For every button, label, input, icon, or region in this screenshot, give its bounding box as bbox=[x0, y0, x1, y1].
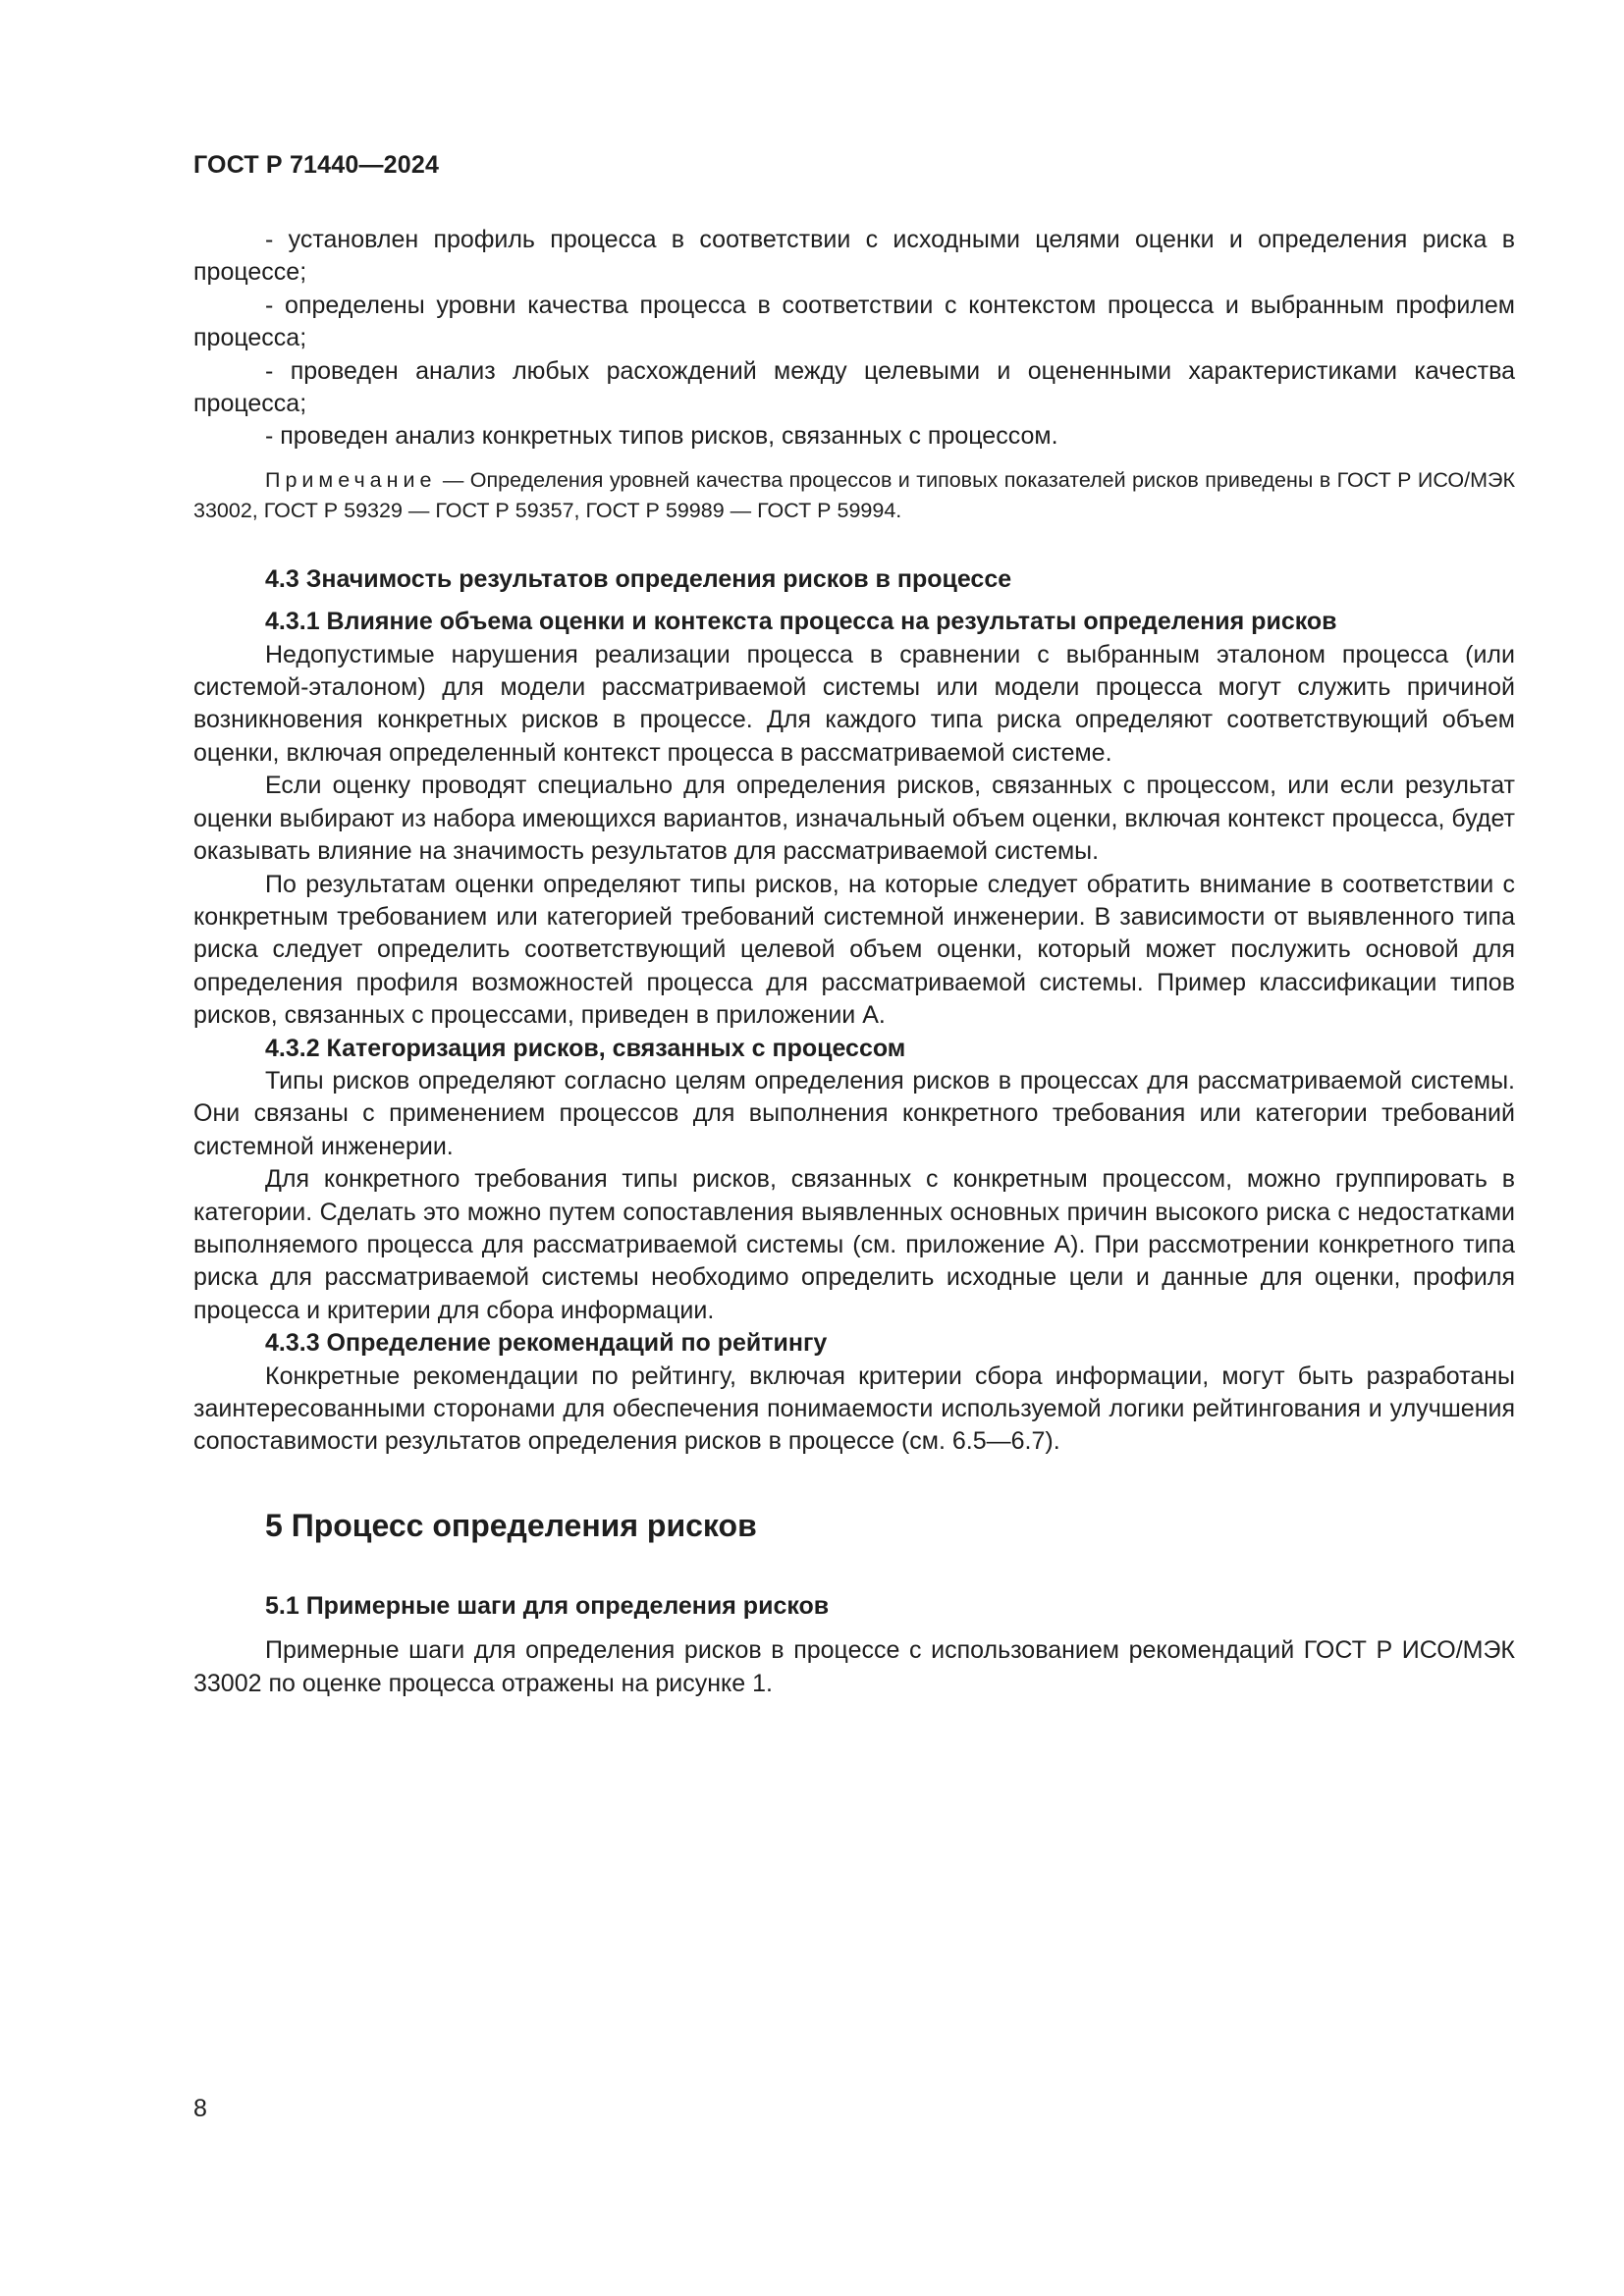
body-paragraph: По результатам оценки определяют типы рисков, на которые следует обратить внимание в соответствии с конкретным требованием или категорией требований системной инженерии. В зависимости от выявленного типа риска следует определить соответствующий целевой объем оценки, который может послужить основой для определения профиля возможностей процесса для рассматриваемой системы. Пример классификации типов рисков, связанных с процессами, приведен в приложении А. bbox=[193, 870, 1515, 1030]
document-body bbox=[193, 224, 1515, 1700]
note-label: Примечание bbox=[265, 467, 437, 492]
subsection-heading-4-3-2: 4.3.2 Категоризация рисков, связанных с процессом bbox=[265, 1034, 906, 1062]
body-paragraph: Конкретные рекомендации по рейтингу, включая критерии сбора информации, могут быть разработаны заинтересованными сторонами для обеспечения понимаемости используемой логики рейтингования и улучшения сопоставимости результатов определения рисков в процессе (см. 6.5—6.7). bbox=[193, 1362, 1515, 1456]
subsection-heading-4-3-3: 4.3.3 Определение рекомендаций по рейтингу bbox=[265, 1329, 828, 1358]
document-header-title: ГОСТ Р 71440—2024 bbox=[193, 151, 440, 179]
note-paragraph bbox=[193, 465, 1515, 526]
list-item: - проведен анализ любых расхождений между целевыми и оцененными характеристиками качества процесса; bbox=[193, 356, 1515, 418]
body-paragraph: Если оценку проводят специально для определения рисков, связанных с процессом, или если результат оценки выбирают из набора имеющихся вариантов, изначальный объем оценки, включая контекст процесса, будет оказывать влияние на значимость результатов для рассматриваемой системы. bbox=[193, 772, 1515, 866]
section-heading-4-3: 4.3 Значимость результатов определения рисков в процессе bbox=[265, 564, 1012, 593]
section-heading-5: 5 Процесс определения рисков bbox=[265, 1507, 757, 1543]
note-text: — Определения уровней качества процессов и типовых показателей рисков приведены в ГОСТ Р ИСО/МЭК 33002, ГОСТ Р 59329 — ГОСТ Р 59357, ГОСТ Р 59989 — ГОСТ Р 59994. bbox=[193, 467, 1515, 522]
body-paragraph: Типы рисков определяют согласно целям определения рисков в процессах для рассматриваемой системы. Они связаны с применением процессов для выполнения конкретного требования или категории требований системной инженерии. bbox=[193, 1066, 1515, 1160]
subsection-heading-4-3-1: 4.3.1 Влияние объема оценки и контекста процесса на результаты определения рисков bbox=[265, 608, 1337, 636]
body-paragraph: Примерные шаги для определения рисков в процессе с использованием рекомендаций ГОСТ Р ИСО/МЭК 33002 по оценке процесса отражены на рисунке 1. bbox=[193, 1636, 1515, 1697]
body-paragraph: Для конкретного требования типы рисков, связанных с конкретным процессом, можно группировать в категории. Сделать это можно путем сопоставления выявленных основных причин высокого риска с недостатками выполняемого процесса для рассматриваемой системы (см. приложение А). При рассмотрении конкретного типа риска для рассматриваемой системы необходимо определить исходные цели и данные для оценки, профиля процесса и критерии для сбора информации. bbox=[193, 1165, 1515, 1324]
body-paragraph: Недопустимые нарушения реализации процесса в сравнении с выбранным эталоном процесса (или системой-эталоном) для модели рассматриваемой системы или модели процесса могут служить причиной возникновения конкретных рисков в процессе. Для каждого типа риска определяют соответствующий объем оценки, включая определенный контекст процесса в рассматриваемой системе. bbox=[193, 640, 1515, 767]
list-item: - проведен анализ конкретных типов рисков, связанных с процессом. bbox=[265, 422, 1058, 451]
list-item: - определены уровни качества процесса в соответствии с контекстом процесса и выбранным профилем процесса; bbox=[193, 291, 1515, 352]
list-item: - установлен профиль процесса в соответствии с исходными целями оценки и определения риска в процессе; bbox=[193, 226, 1515, 287]
section-heading-5-1: 5.1 Примерные шаги для определения рисков bbox=[265, 1591, 830, 1620]
page-number: 8 bbox=[193, 2095, 207, 2122]
